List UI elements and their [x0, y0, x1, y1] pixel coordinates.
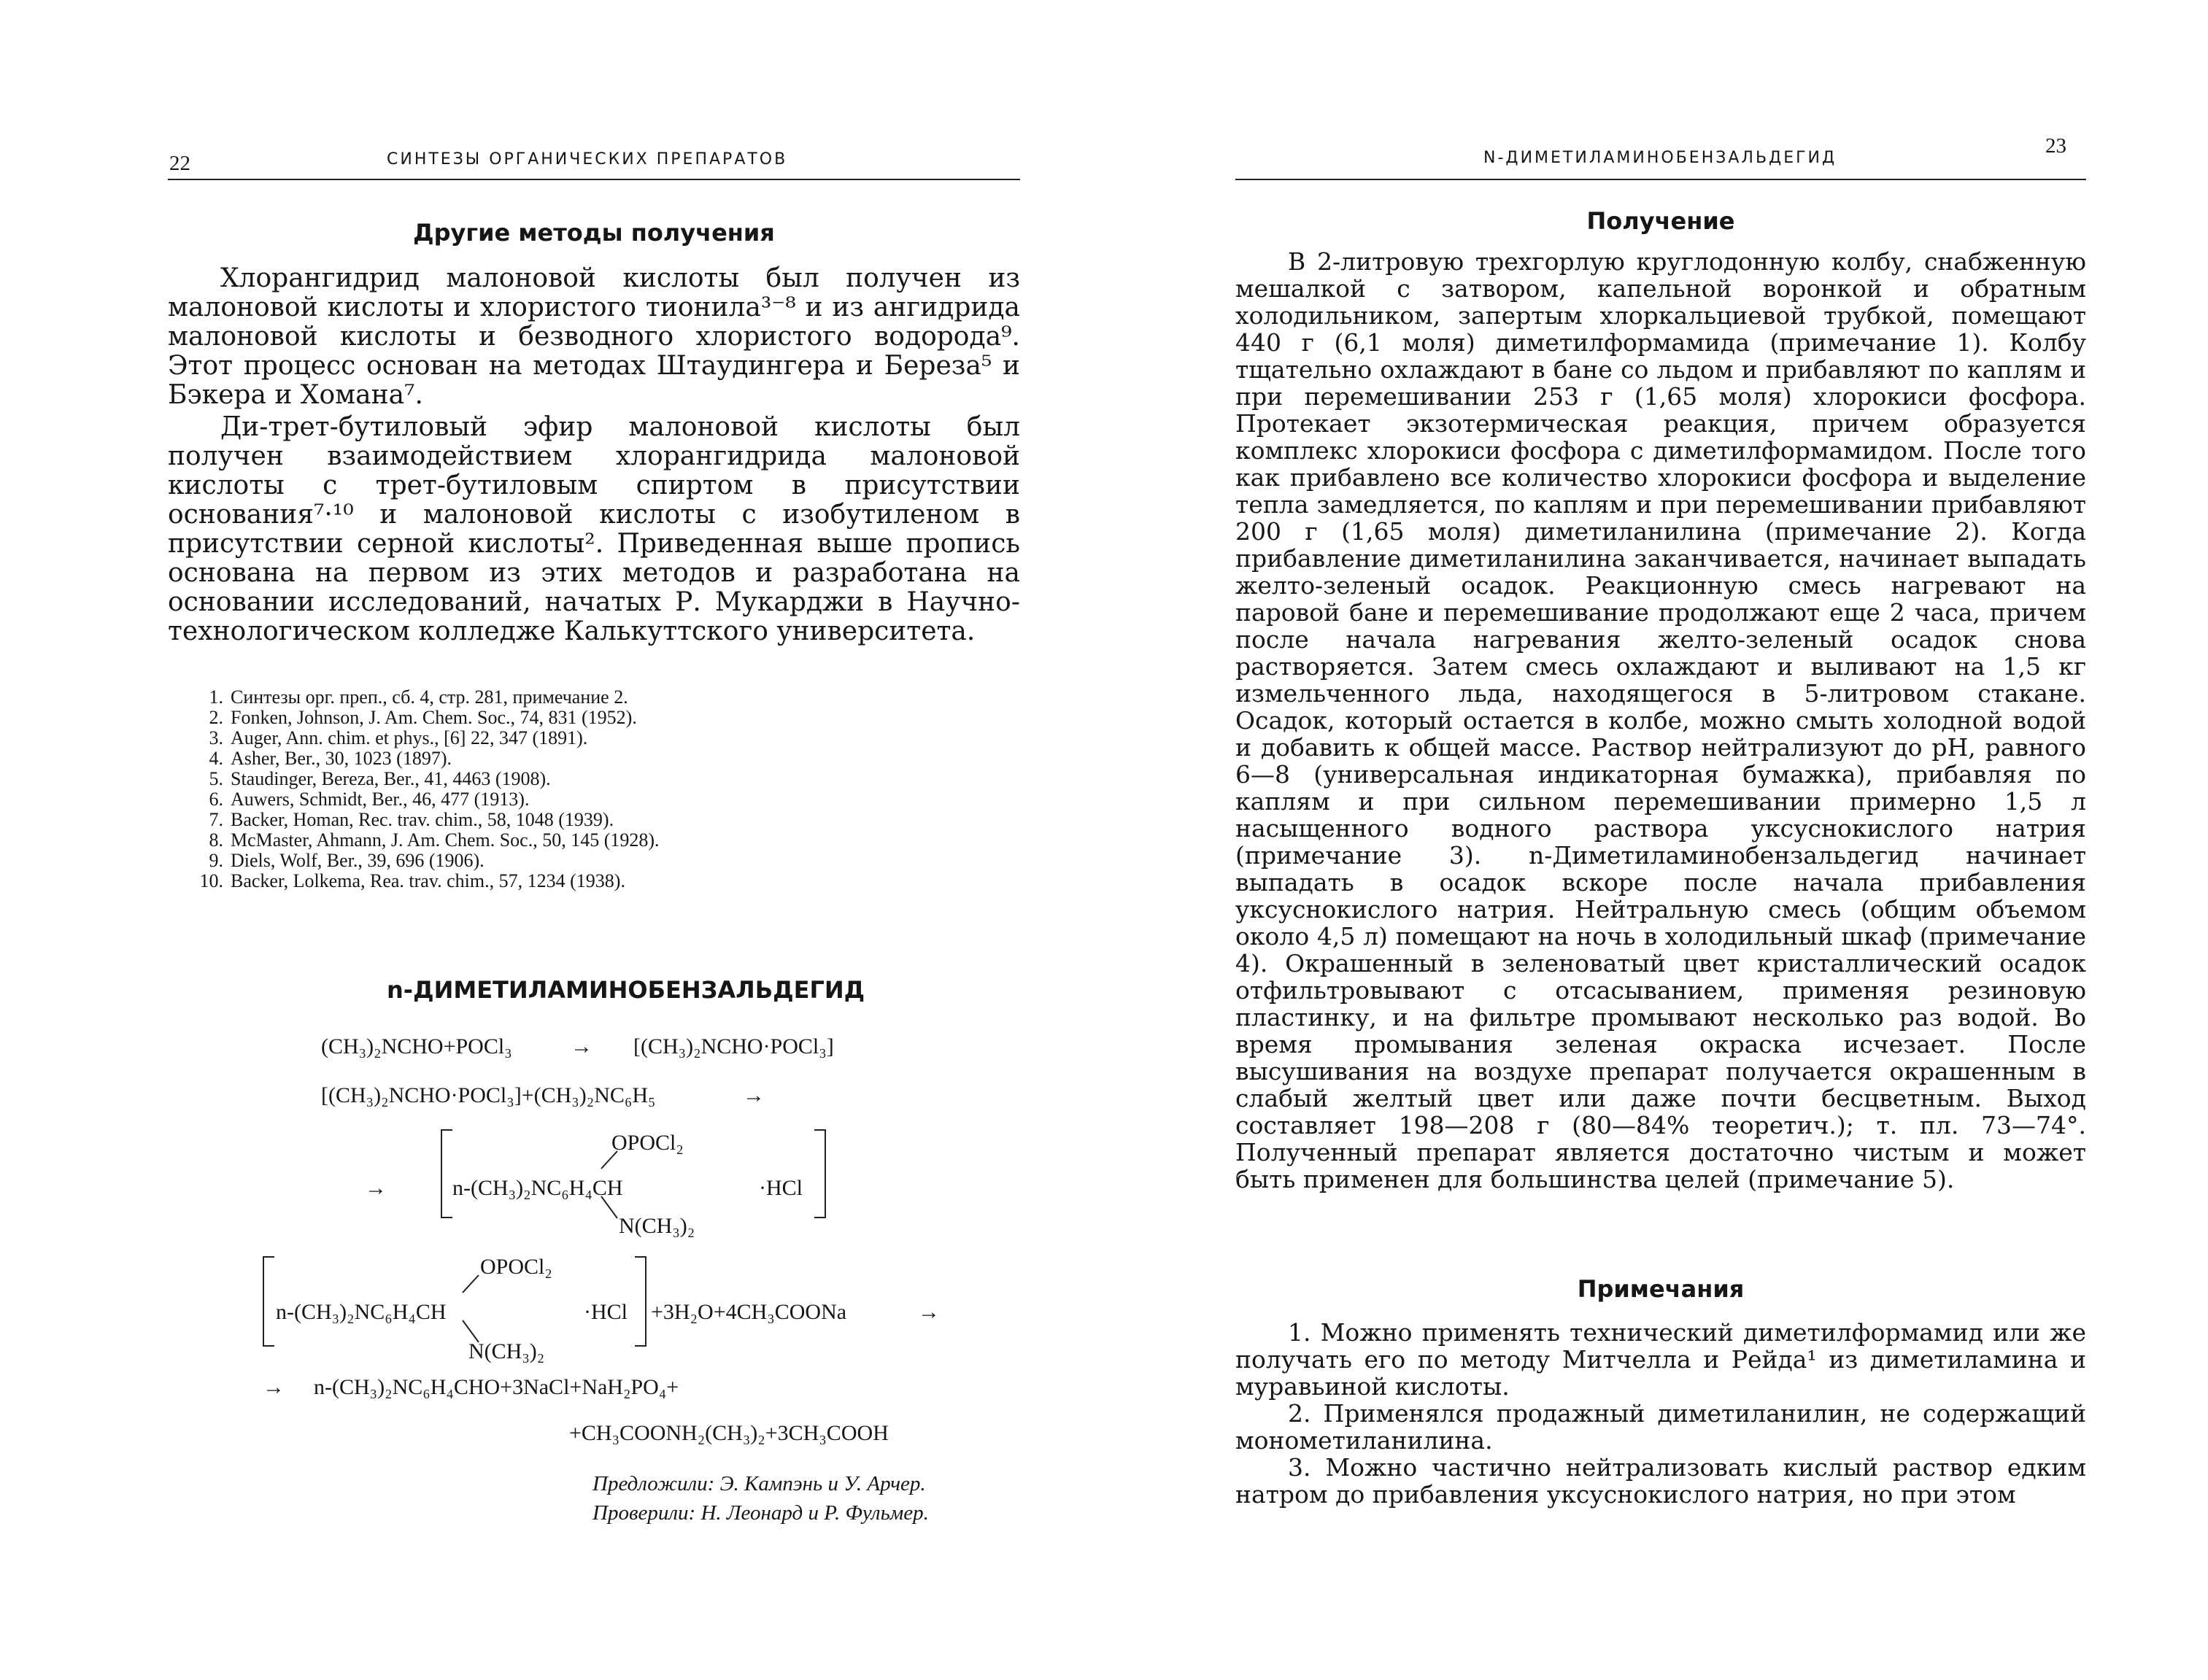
compound-title: n-ДИМЕТИЛАМИНОБЕНЗАЛЬДЕГИД	[387, 976, 865, 1004]
reference-item: 2. Fonken, Johnson, J. Am. Chem. Soc., 74, 831 (1952).	[209, 707, 637, 728]
right-page	[1104, 0, 2208, 1680]
arrow: →	[571, 1034, 592, 1058]
equation-2: [(CH₃)₂NCHO·POCl₃]+(CH₃)₂NC₆H₅	[321, 1083, 656, 1107]
header-rule	[168, 179, 1020, 180]
arrow: →	[743, 1083, 765, 1107]
paragraph: Ди-трет-бутиловый эфир малоновой кислоты был получен взаимодействием хлорангидрида малоновой кислоты с трет-бутиловым спиртом в присутствии основания⁷·¹⁰ и малоновой кислоты с изобутиленом в присутствии серной кислоты². Приведенная выше пропись основана на первом из этих методов и разработана на основании исследований, начатых Р. Мукарджи в Научно-технологическом колледже Калькуттского университета.	[168, 412, 1020, 646]
reference-item: 6. Auwers, Schmidt, Ber., 46, 477 (1913).	[209, 789, 530, 810]
hcl: ·HCl	[584, 1300, 628, 1324]
header-rule	[1235, 179, 2086, 180]
substituent-bottom: N(CH₃)₂	[468, 1339, 545, 1363]
reference-item: 3. Auger, Ann. chim. et phys., [6] 22, 347 (1891).	[209, 727, 588, 748]
note-item: 2. Применялся продажный диметиланилин, не содержащий монометиланилина.	[1235, 1399, 2086, 1455]
substituent-top: OPOCl₂	[611, 1131, 684, 1155]
arrow: →	[365, 1176, 387, 1200]
signature-checked: Проверили: Н. Леонард и Р. Фульмер.	[592, 1501, 929, 1525]
equation-6: +CH₃COONH₂(CH₃)₂+3CH₃COOH	[569, 1421, 889, 1445]
right-page-header	[1104, 134, 2208, 182]
body-text	[168, 264, 1020, 646]
substituent-top: OPOCl₂	[480, 1255, 552, 1279]
signature-proposed: Предложили: Э. Кампэнь и У. Арчер.	[592, 1472, 926, 1495]
arrow: →	[918, 1300, 940, 1324]
note-item: 3. Можно частично нейтрализовать кислый раствор едким натром до прибавления уксуснокислого натрия, но при этом	[1235, 1453, 2086, 1509]
running-title: N-ДИМЕТИЛАМИНОБЕНЗАЛЬДЕГИД	[1483, 149, 1837, 167]
equation-5: n-(CH₃)₂NC₆H₄CHO+3NaCl+NaH₂PO₄+	[314, 1375, 679, 1399]
body-text	[1235, 248, 2086, 1193]
equation-4-reagents: +3H₂O+4CH₃COONa	[651, 1300, 847, 1324]
section-title: Получение	[1586, 207, 1735, 235]
left-bracket	[263, 1256, 274, 1347]
equation-1-right: [(CH₃)₂NCHO·POCl₃]	[633, 1034, 834, 1058]
reference-item: 7. Backer, Homan, Rec. trav. chim., 58, 1048 (1939).	[209, 809, 614, 830]
reference-item: 5. Staudinger, Bereza, Ber., 41, 4463 (1908).	[209, 768, 551, 789]
paragraph: Хлорангидрид малоновой кислоты был получен из малоновой кислоты и хлористого тионила³⁻⁸ и из ангидрида малоновой кислоты и безводного хлористого водорода⁹. Этот процесс основан на методах Штаудингера и Береза⁵ и Бэкера и Хомана⁷.	[168, 263, 1020, 410]
page-number: 22	[169, 152, 190, 175]
reference-item: 9. Diels, Wolf, Ber., 39, 696 (1906).	[209, 850, 485, 871]
equation-1-left: (CH₃)₂NCHO+POCl₃	[321, 1034, 512, 1058]
notes-title: Примечания	[1577, 1275, 1745, 1303]
arrow: →	[263, 1375, 285, 1399]
page-number: 23	[2045, 134, 2066, 158]
substituent-bottom: N(CH₃)₂	[619, 1214, 695, 1238]
reference-item: 8. McMaster, Ahmann, J. Am. Chem. Soc., 50, 145 (1928).	[209, 829, 660, 851]
left-page-header	[0, 139, 1104, 182]
reference-item: 10. Backer, Lolkema, Rea. trav. chim., 57, 1234 (1938).	[199, 870, 625, 891]
running-title: СИНТЕЗЫ ОРГАНИЧЕСКИХ ПРЕПАРАТОВ	[387, 150, 788, 169]
equation-4-main: n-(CH₃)₂NC₆H₄CH	[276, 1300, 447, 1324]
right-bracket	[814, 1129, 826, 1218]
reference-item: 1. Синтезы орг. преп., сб. 4, стр. 281, примечание 2.	[209, 686, 628, 708]
section-title: Другие методы получения	[413, 219, 775, 247]
note-item: 1. Можно применять технический диметилформамид или же получать его по методу Митчелла и Рейда¹ из диметиламина и муравьиной кислоты.	[1235, 1318, 2086, 1401]
left-bracket	[441, 1129, 452, 1218]
hcl: ·HCl	[759, 1176, 803, 1200]
right-bracket	[635, 1256, 646, 1347]
references-list	[197, 687, 1000, 891]
reference-item: 4. Asher, Ber., 30, 1023 (1897).	[209, 748, 452, 769]
equation-3-main: n-(CH₃)₂NC₆H₄CH	[452, 1176, 623, 1200]
notes-list	[1235, 1319, 2086, 1508]
paragraph: В 2-литровую трехгорлую круглодонную колбу, снабженную мешалкой с затвором, капельной воронкой и обратным холодильником, запертым хлоркальциевой трубкой, помещают 440 г (6,1 моля) диметилформамида (примечание 1). Колбу тщательно охлаждают в бане со льдом и прибавляют по каплям и при перемешивании 253 г (1,65 моля) хлорокиси фосфора. Протекает экзотермическая реакция, причем образуется комплекс хлорокиси фосфора с диметилформамидом. После того как прибавлено все количество хлорокиси фосфора и выделение тепла замедляется, по каплям и при перемешивании прибавляют 200 г (1,65 моля) диметиланилина (примечание 2). Когда прибавление диметиланилина заканчивается, начинает выпадать желто-зеленый осадок. Реакционную смесь нагревают на паровой бане и перемешивание продолжают еще 2 часа, причем после начала нагревания желто-зеленый осадок снова растворяется. Затем смесь охлаждают и выливают на 1,5 кг измельченного льда, находящегося в 5-литровом стакане. Осадок, который остается в колбе, можно смыть холодной водой и добавить к общей массе. Раствор нейтрализуют до pH, равного 6—8 (универсальная индикаторная бумажка), прибавляя по каплям и при сильном перемешивании примерно 1,5 л насыщенного водного раствора уксуснокислого натрия (примечание 3). n-Диметиламинобензальдегид начинает выпадать в осадок вскоре после начала прибавления уксуснокислого натрия. Нейтральную смесь (общим объемом около 4,5 л) помещают на ночь в холодильный шкаф (примечание 4). Окрашенный в зеленоватый цвет кристаллический осадок отфильтровывают с отсасыванием, применяя резиновую пластинку, и на фильтре промывают несколько раз водой. Во время промывания зеленая окраска исчезает. После высушивания на воздухе препарат получается окрашенным в слабый желтый цвет или даже почти бесцветным. Выход составляет 198—208 г (80—84% теоретич.); т. пл. 73—74°. Полученный препарат является достаточно чистым и может быть применен для большинства целей (примечание 5).	[1235, 247, 2086, 1193]
